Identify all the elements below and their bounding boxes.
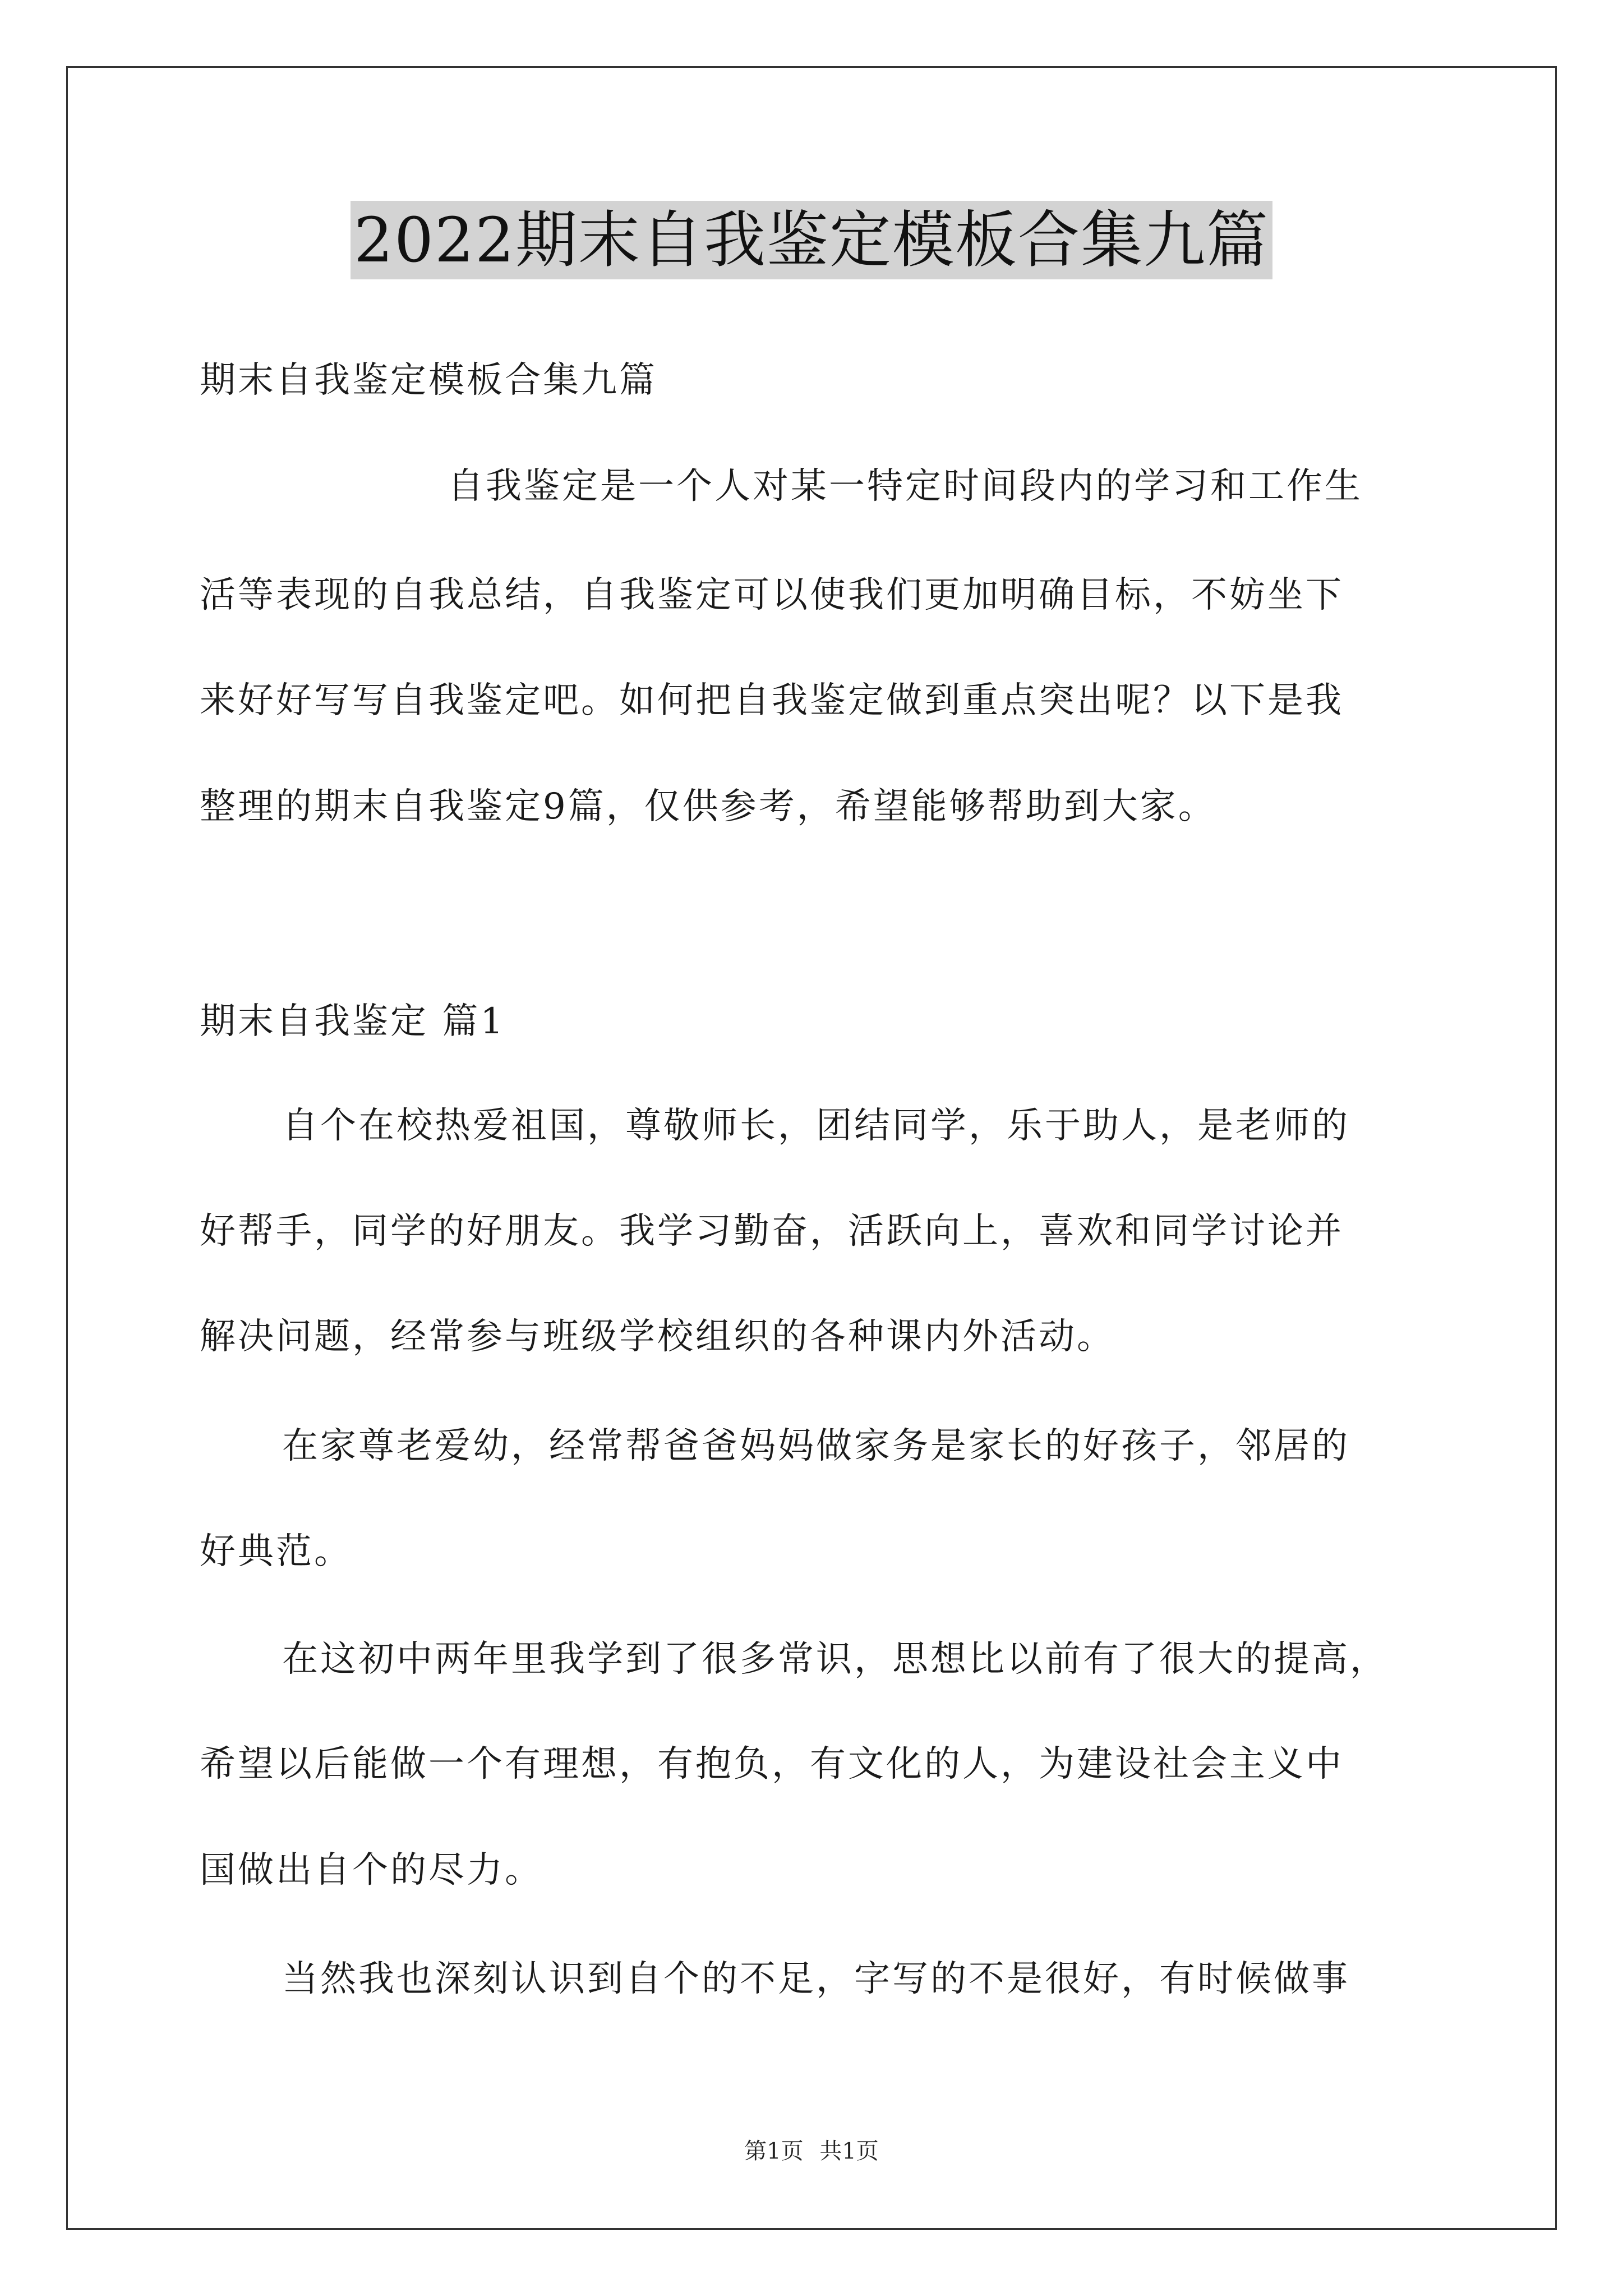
paragraph-line: 好帮手，同学的好朋友。我学习勤奋，活跃向上，喜欢和同学讨论并 [200, 1211, 1344, 1252]
document-subtitle: 期末自我鉴定模板合集九篇 [200, 360, 657, 401]
paragraph-line: 希望以后能做一个有理想，有抱负，有文化的人，为建设社会主义中 [200, 1743, 1344, 1785]
paragraph-line: 在家尊老爱幼，经常帮爸爸妈妈做家务是家长的好孩子，邻居的 [282, 1425, 1350, 1467]
paragraph-line: 解决问题，经常参与班级学校组织的各种课内外活动。 [200, 1316, 1115, 1358]
document-title: 2022期末自我鉴定模板合集九篇 [351, 201, 1272, 279]
intro-line: 自我鉴定是一个人对某一特定时间段内的学习和工作生 [448, 466, 1363, 507]
paragraph-line: 好典范。 [200, 1531, 352, 1572]
paragraph-line: 国做出自个的尽力。 [200, 1849, 543, 1891]
paragraph-line: 自个在校热爱祖国，尊敬师长，团结同学，乐于助人，是老师的 [282, 1105, 1350, 1147]
paragraph-line: 当然我也深刻认识到自个的不足，字写的不是很好，有时候做事 [282, 1958, 1350, 2000]
section-heading: 期末自我鉴定 篇1 [200, 1001, 506, 1042]
intro-line: 活等表现的自我总结，自我鉴定可以使我们更加明确目标，不妨坐下 [200, 574, 1344, 616]
page-number: 第1页 [744, 2138, 804, 2164]
page-total: 共1页 [819, 2138, 879, 2164]
intro-line: 整理的期末自我鉴定9篇，仅供参考，希望能够帮助到大家。 [200, 786, 1216, 827]
page-footer [0, 2137, 1623, 2165]
paragraph-line: 在这初中两年里我学到了很多常识，思想比以前有了很大的提高， [282, 1639, 1388, 1680]
intro-line: 来好好写写自我鉴定吧。如何把自我鉴定做到重点突出呢？以下是我 [200, 680, 1344, 721]
title-wrap [0, 201, 1623, 279]
